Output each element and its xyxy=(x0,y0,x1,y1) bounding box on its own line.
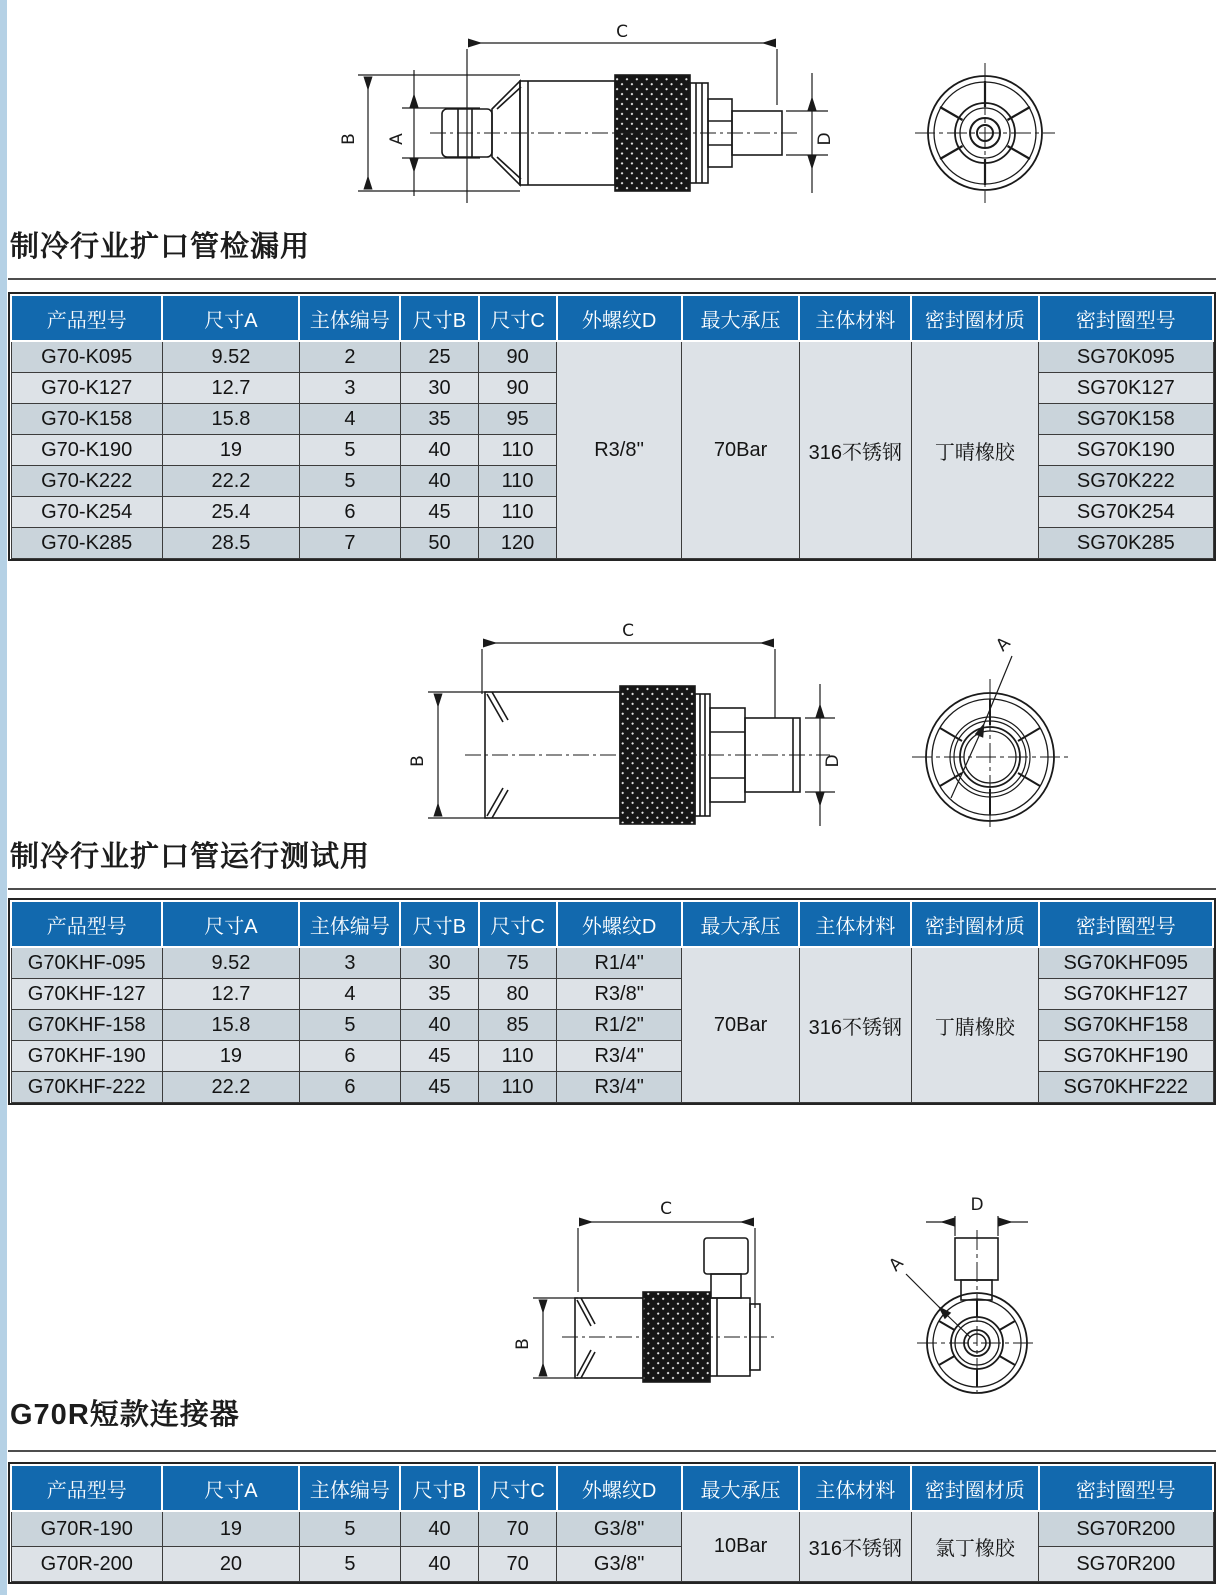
cell-dim-a: 20 xyxy=(162,1547,299,1582)
cell-dim-c: 75 xyxy=(479,947,557,979)
cell-dim-a: 19 xyxy=(162,435,299,466)
column-header: 外螺纹D xyxy=(557,901,682,947)
cell-thread-merged: R3/8'' xyxy=(557,341,682,559)
cell-dim-a: 25.4 xyxy=(162,497,299,528)
spec-table-wrapper-2 xyxy=(8,898,1216,1105)
cell-dim-c: 110 xyxy=(479,466,557,497)
dim-label-d: D xyxy=(815,132,835,146)
column-header: 密封圈材质 xyxy=(911,1465,1038,1511)
cell-seal-model: SG70K254 xyxy=(1039,497,1213,528)
cell-body-no: 6 xyxy=(299,1041,400,1072)
section-title-run-test: 制冷行业扩口管运行测试用 xyxy=(10,841,371,873)
column-header: 主体编号 xyxy=(299,1465,400,1511)
cell-dim-a: 9.52 xyxy=(162,947,299,979)
cell-body-no: 3 xyxy=(299,947,400,979)
cell-seal-model: SG70R200 xyxy=(1039,1547,1213,1582)
cell-dim-b: 40 xyxy=(400,466,478,497)
cell-pressure-merged: 70Bar xyxy=(682,341,800,559)
cell-model: G70-K285 xyxy=(11,528,162,559)
cell-dim-a: 19 xyxy=(162,1041,299,1072)
coupling-front-view xyxy=(915,63,1055,203)
cell-dim-c: 70 xyxy=(479,1511,557,1547)
cell-material-merged: 316不锈钢 xyxy=(799,947,911,1103)
spec-table-run-test xyxy=(10,900,1214,1103)
cell-model: G70-K095 xyxy=(11,341,162,373)
dim-label-c: C xyxy=(616,22,628,42)
cell-body-no: 6 xyxy=(299,497,400,528)
cell-dim-b: 45 xyxy=(400,1072,478,1103)
cell-body-no: 5 xyxy=(299,435,400,466)
cell-seal-model: SG70KHF190 xyxy=(1039,1041,1213,1072)
column-header: 尺寸C xyxy=(479,1465,557,1511)
cell-dim-a: 15.8 xyxy=(162,404,299,435)
cell-dim-a: 12.7 xyxy=(162,373,299,404)
dim-label-a: A xyxy=(885,1253,908,1276)
drawing-run-test-coupling xyxy=(395,590,1095,830)
cell-dim-b: 25 xyxy=(400,341,478,373)
cell-model: G70-K127 xyxy=(11,373,162,404)
connector-side-view xyxy=(575,1238,760,1382)
column-header: 尺寸B xyxy=(400,1465,478,1511)
connector-front-view xyxy=(906,1230,1037,1393)
column-header: 最大承压 xyxy=(682,295,800,341)
cell-model: G70R-190 xyxy=(11,1511,162,1547)
spec-table-leak-test xyxy=(10,294,1214,559)
column-header: 尺寸A xyxy=(162,295,299,341)
cell-thread: G3/8" xyxy=(557,1511,682,1547)
cell-dim-a: 19 xyxy=(162,1511,299,1547)
cell-model: G70KHF-190 xyxy=(11,1041,162,1072)
cell-body-no: 4 xyxy=(299,404,400,435)
table-row xyxy=(11,947,1213,979)
dim-label-c: C xyxy=(622,621,634,641)
cell-body-no: 5 xyxy=(299,1547,400,1582)
cell-dim-c: 110 xyxy=(479,435,557,466)
table-header-row xyxy=(11,295,1213,341)
drawing-g70r-connector xyxy=(480,1180,1100,1395)
cell-model: G70KHF-127 xyxy=(11,979,162,1010)
cell-seal-model: SG70K127 xyxy=(1039,373,1213,404)
column-header: 密封圈型号 xyxy=(1039,295,1213,341)
cell-dim-b: 40 xyxy=(400,1010,478,1041)
cell-dim-c: 85 xyxy=(479,1010,557,1041)
cell-seal-model: SG70K222 xyxy=(1039,466,1213,497)
cell-dim-b: 45 xyxy=(400,1041,478,1072)
table-row xyxy=(11,341,1213,373)
cell-body-no: 5 xyxy=(299,466,400,497)
table-header-row xyxy=(11,901,1213,947)
cell-thread: R3/8" xyxy=(557,979,682,1010)
cell-pressure-merged: 10Bar xyxy=(682,1511,800,1582)
cell-seal-model: SG70K158 xyxy=(1039,404,1213,435)
cell-model: G70-K158 xyxy=(11,404,162,435)
dim-label-b: B xyxy=(513,1338,533,1350)
cell-dim-c: 70 xyxy=(479,1547,557,1582)
cell-seal-model: SG70KHF222 xyxy=(1039,1072,1213,1103)
cell-dim-b: 35 xyxy=(400,404,478,435)
cell-body-no: 6 xyxy=(299,1072,400,1103)
cell-seal-model: SG70K095 xyxy=(1039,341,1213,373)
cell-thread: R3/4" xyxy=(557,1072,682,1103)
column-header: 最大承压 xyxy=(682,1465,800,1511)
cell-seal-model: SG70KHF127 xyxy=(1039,979,1213,1010)
cell-dim-c: 120 xyxy=(479,528,557,559)
cell-body-no: 5 xyxy=(299,1511,400,1547)
cell-model: G70KHF-095 xyxy=(11,947,162,979)
dim-label-a: A xyxy=(387,133,407,145)
cell-dim-c: 80 xyxy=(479,979,557,1010)
cell-dim-b: 30 xyxy=(400,373,478,404)
dim-label-b: B xyxy=(408,755,428,767)
column-header: 尺寸A xyxy=(162,1465,299,1511)
dim-label-a: A xyxy=(992,633,1015,656)
cell-body-no: 7 xyxy=(299,528,400,559)
section-rule xyxy=(8,1450,1216,1452)
section-rule xyxy=(8,278,1216,280)
cell-dim-a: 28.5 xyxy=(162,528,299,559)
cell-dim-b: 40 xyxy=(400,435,478,466)
cell-body-no: 2 xyxy=(299,341,400,373)
coupling-front-view xyxy=(912,656,1068,828)
column-header: 主体编号 xyxy=(299,295,400,341)
column-header: 尺寸C xyxy=(479,901,557,947)
cell-dim-a: 22.2 xyxy=(162,1072,299,1103)
drawing-leak-test-coupling xyxy=(330,5,1080,230)
cell-model: G70-K190 xyxy=(11,435,162,466)
spec-table-g70r xyxy=(10,1464,1214,1582)
cell-model: G70R-200 xyxy=(11,1547,162,1582)
spec-table-wrapper-3 xyxy=(8,1462,1216,1584)
cell-seal-model: SG70R200 xyxy=(1039,1511,1213,1547)
cell-body-no: 3 xyxy=(299,373,400,404)
spec-table-wrapper-1 xyxy=(8,292,1216,561)
cell-model: G70-K222 xyxy=(11,466,162,497)
cell-dim-a: 15.8 xyxy=(162,1010,299,1041)
section-title-leak-test: 制冷行业扩口管检漏用 xyxy=(10,231,311,263)
column-header: 尺寸A xyxy=(162,901,299,947)
dim-label-b: B xyxy=(339,133,359,145)
column-header: 主体材料 xyxy=(799,1465,911,1511)
column-header: 尺寸B xyxy=(400,901,478,947)
cell-dim-a: 12.7 xyxy=(162,979,299,1010)
cell-dim-a: 9.52 xyxy=(162,341,299,373)
dim-label-c: C xyxy=(660,1199,672,1219)
cell-model: G70KHF-158 xyxy=(11,1010,162,1041)
column-header: 产品型号 xyxy=(11,901,162,947)
cell-thread: R1/4" xyxy=(557,947,682,979)
cell-dim-b: 30 xyxy=(400,947,478,979)
cell-dim-c: 110 xyxy=(479,1072,557,1103)
column-header: 主体编号 xyxy=(299,901,400,947)
column-header: 产品型号 xyxy=(11,1465,162,1511)
column-header: 产品型号 xyxy=(11,295,162,341)
column-header: 密封圈材质 xyxy=(911,901,1038,947)
page-left-accent-strip xyxy=(0,0,7,1595)
column-header: 主体材料 xyxy=(799,295,911,341)
section-title-g70r: G70R短款连接器 xyxy=(10,1399,240,1431)
column-header: 主体材料 xyxy=(799,901,911,947)
column-header: 尺寸C xyxy=(479,295,557,341)
cell-thread: G3/8" xyxy=(557,1547,682,1582)
column-header: 外螺纹D xyxy=(557,1465,682,1511)
cell-seal-model: SG70K190 xyxy=(1039,435,1213,466)
cell-material-merged: 316不锈钢 xyxy=(799,1511,911,1582)
column-header: 密封圈材质 xyxy=(911,295,1038,341)
cell-dim-b: 40 xyxy=(400,1547,478,1582)
cell-thread: R1/2" xyxy=(557,1010,682,1041)
cell-seal-material-merged: 丁晴橡胶 xyxy=(911,341,1038,559)
column-header: 密封圈型号 xyxy=(1039,1465,1213,1511)
cell-seal-material-merged: 丁腈橡胶 xyxy=(911,947,1038,1103)
column-header: 最大承压 xyxy=(682,901,800,947)
cell-material-merged: 316不锈钢 xyxy=(799,341,911,559)
cell-model: G70-K254 xyxy=(11,497,162,528)
cell-dim-b: 40 xyxy=(400,1511,478,1547)
section-rule xyxy=(8,888,1216,890)
dim-label-d: D xyxy=(970,1195,984,1215)
cell-seal-model: SG70KHF095 xyxy=(1039,947,1213,979)
column-header: 尺寸B xyxy=(400,295,478,341)
table-header-row xyxy=(11,1465,1213,1511)
cell-thread: R3/4" xyxy=(557,1041,682,1072)
column-header: 密封圈型号 xyxy=(1039,901,1213,947)
cell-dim-c: 90 xyxy=(479,341,557,373)
cell-model: G70KHF-222 xyxy=(11,1072,162,1103)
cell-body-no: 5 xyxy=(299,1010,400,1041)
cell-dim-c: 110 xyxy=(479,1041,557,1072)
cell-dim-b: 50 xyxy=(400,528,478,559)
cell-dim-c: 90 xyxy=(479,373,557,404)
cell-seal-model: SG70KHF158 xyxy=(1039,1010,1213,1041)
cell-dim-a: 22.2 xyxy=(162,466,299,497)
cell-dim-c: 110 xyxy=(479,497,557,528)
cell-pressure-merged: 70Bar xyxy=(682,947,800,1103)
cell-seal-material-merged: 氯丁橡胶 xyxy=(911,1511,1038,1582)
table-row xyxy=(11,1511,1213,1547)
cell-dim-c: 95 xyxy=(479,404,557,435)
column-header: 外螺纹D xyxy=(557,295,682,341)
cell-dim-b: 45 xyxy=(400,497,478,528)
dimension-lines xyxy=(358,43,828,203)
cell-body-no: 4 xyxy=(299,979,400,1010)
cell-seal-model: SG70K285 xyxy=(1039,528,1213,559)
cell-dim-b: 35 xyxy=(400,979,478,1010)
dim-label-d: D xyxy=(823,754,843,768)
